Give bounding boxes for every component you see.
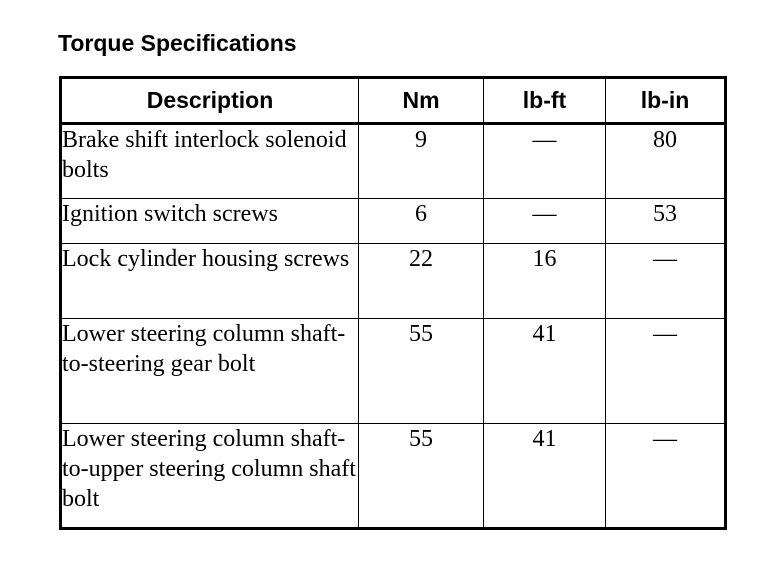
cell-nm: 22 (359, 244, 484, 319)
cell-lb-in: — (606, 424, 726, 529)
cell-nm: 55 (359, 424, 484, 529)
cell-description: Lower steering column shaft-to-upper steering column shaft bolt (61, 424, 359, 529)
column-header-lb-ft: lb-ft (484, 78, 606, 124)
column-header-lb-in: lb-in (606, 78, 726, 124)
cell-nm: 55 (359, 319, 484, 424)
table-row (61, 124, 726, 199)
column-header-nm: Nm (359, 78, 484, 124)
table-row (61, 319, 726, 424)
cell-description: Lock cylinder housing screws (61, 244, 359, 319)
cell-lb-in: 80 (606, 124, 726, 199)
cell-lb-ft: — (484, 199, 606, 244)
table-row (61, 424, 726, 529)
cell-nm: 6 (359, 199, 484, 244)
cell-lb-ft: 16 (484, 244, 606, 319)
cell-lb-in: 53 (606, 199, 726, 244)
torque-specifications-table (59, 76, 727, 530)
cell-description: Ignition switch screws (61, 199, 359, 244)
table-row (61, 199, 726, 244)
page-title: Torque Specifications (58, 30, 297, 56)
cell-description: Brake shift interlock solenoid bolts (61, 124, 359, 199)
cell-lb-ft: — (484, 124, 606, 199)
cell-lb-ft: 41 (484, 424, 606, 529)
table-header-row (61, 78, 726, 124)
cell-lb-in: — (606, 319, 726, 424)
cell-description: Lower steering column shaft-to-steering gear bolt (61, 319, 359, 424)
column-header-description: Description (61, 78, 359, 124)
cell-lb-ft: 41 (484, 319, 606, 424)
cell-lb-in: — (606, 244, 726, 319)
table-row (61, 244, 726, 319)
cell-nm: 9 (359, 124, 484, 199)
